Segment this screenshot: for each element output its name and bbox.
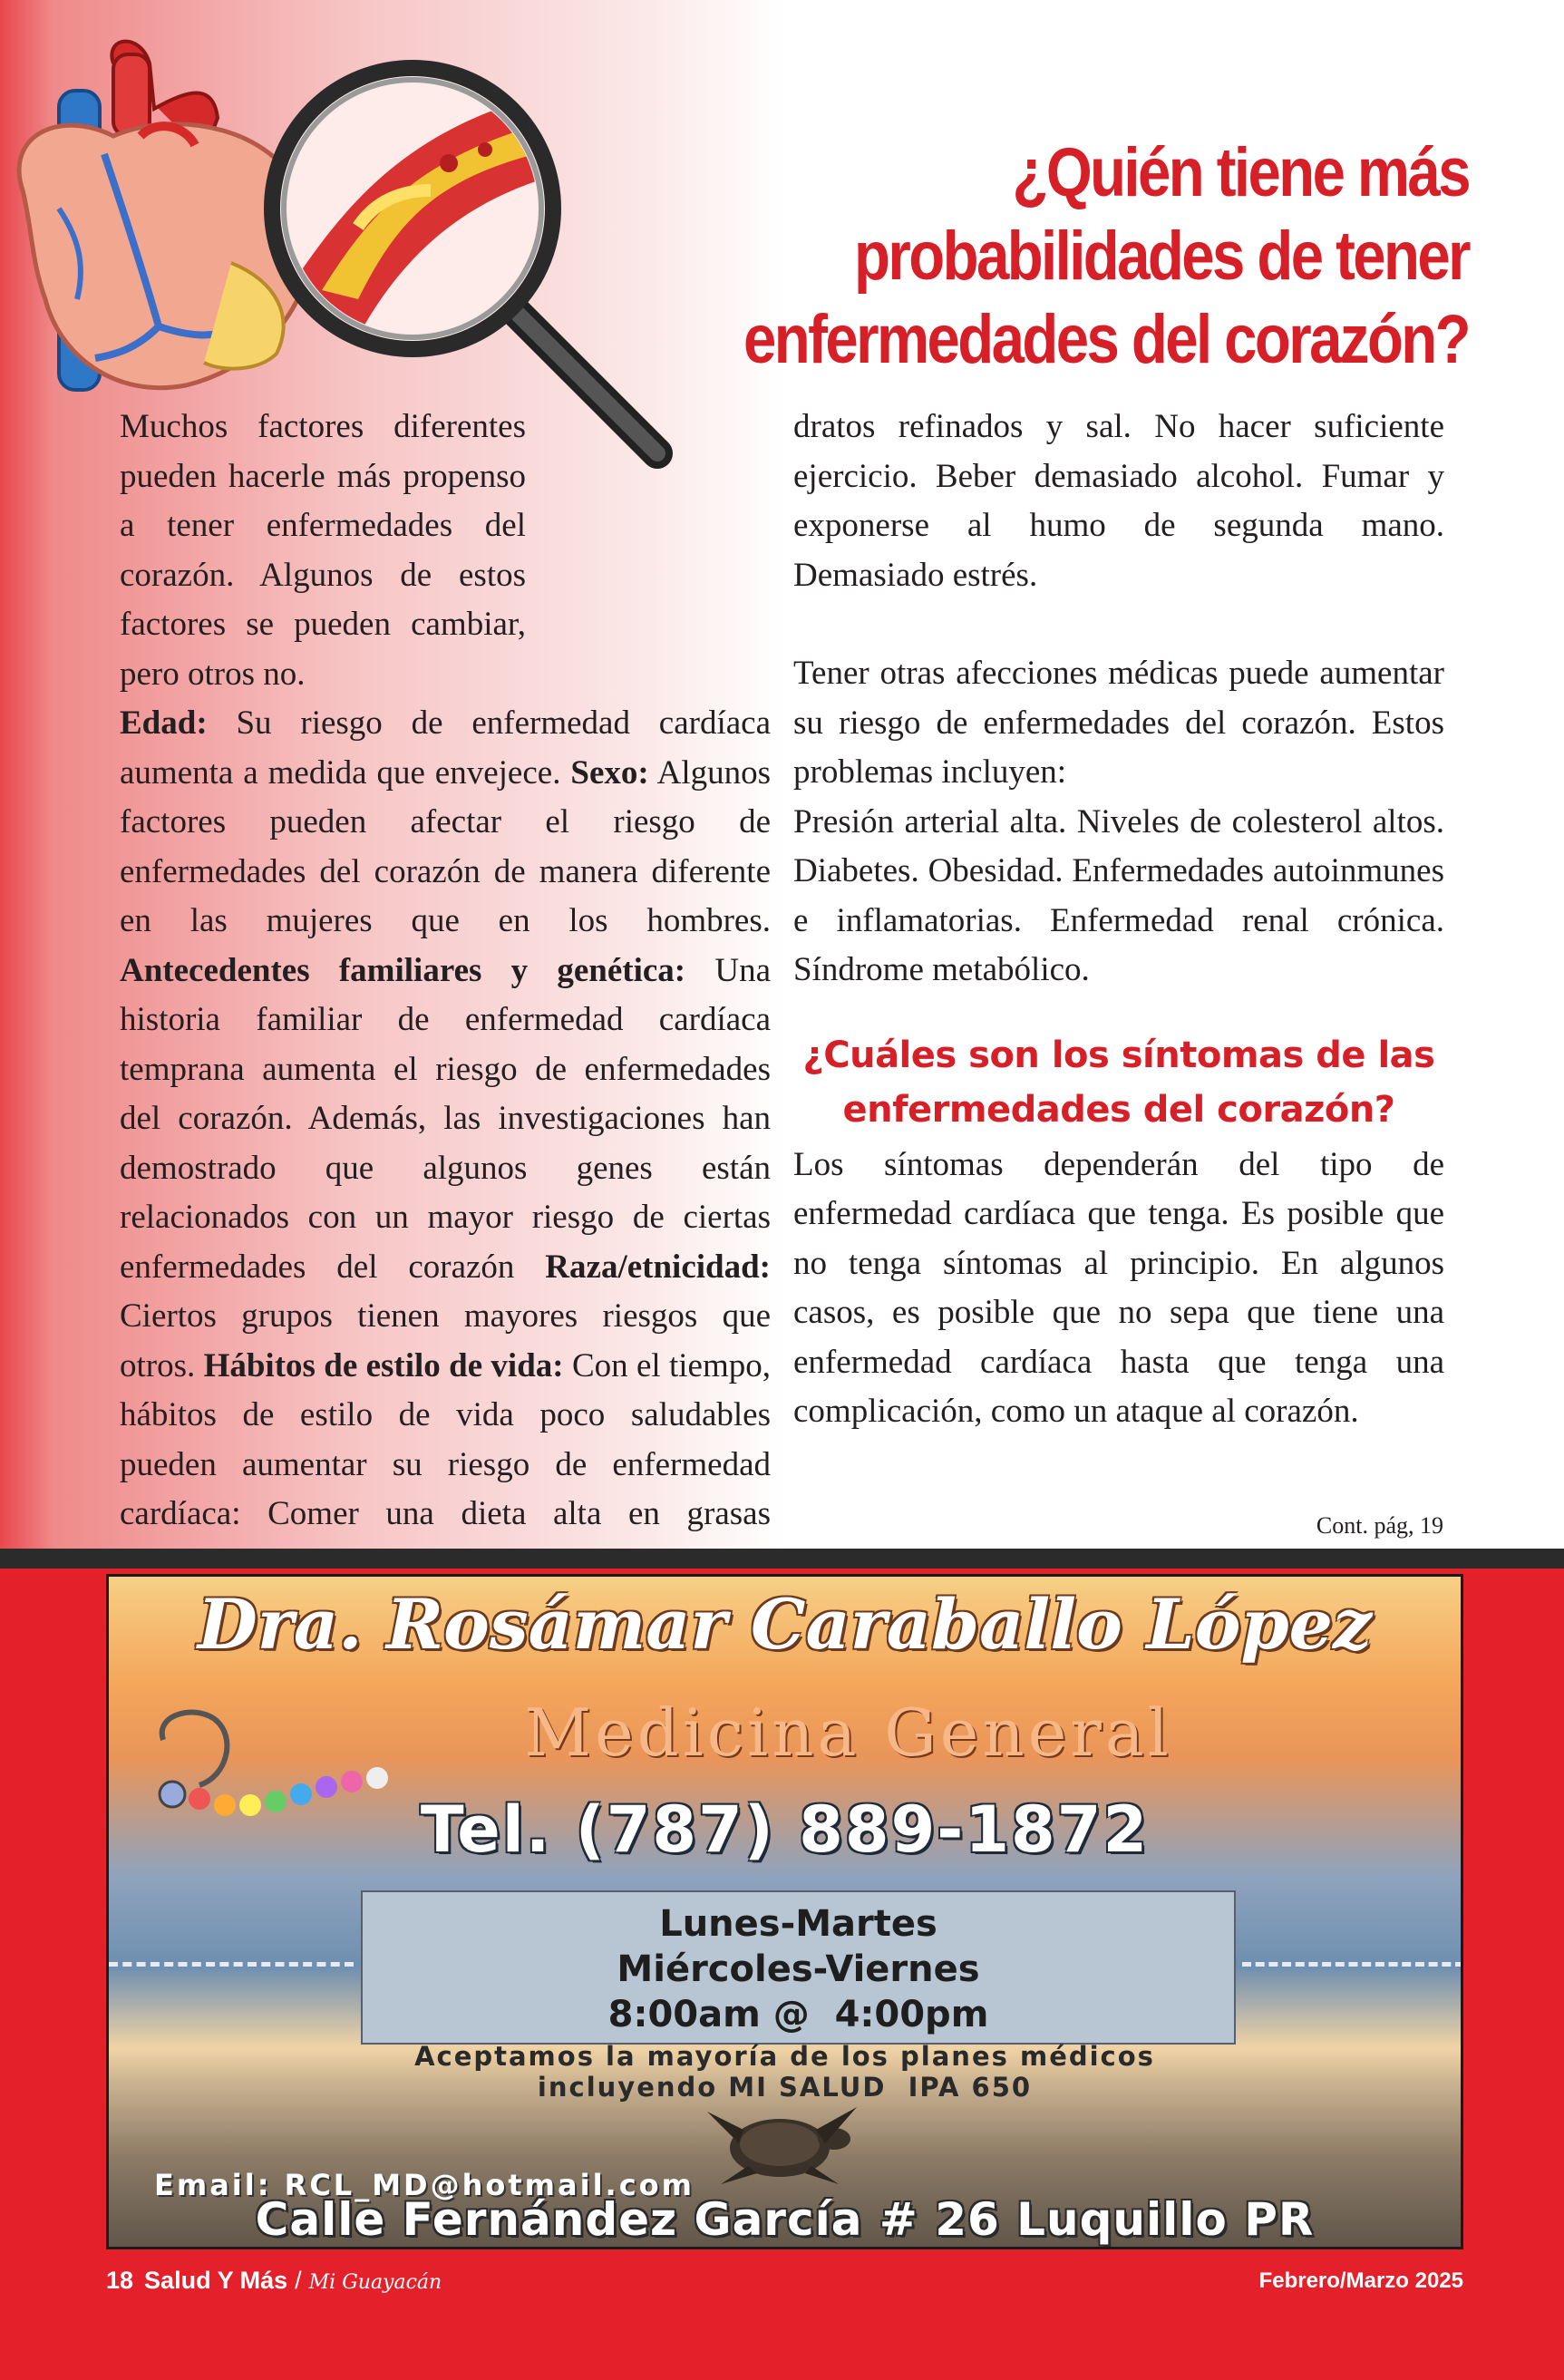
age-label: Edad: (120, 704, 208, 742)
ad-doctor-name: Dra. Rosámar Caraballo López (197, 1584, 1373, 1665)
plans-line-2: incluyendo MI SALUD IPA 650 (537, 2072, 1033, 2103)
headline-line-1: ¿Quién tiene más probabilidades de tener (854, 134, 1469, 295)
doctor-advertisement (106, 1574, 1463, 2249)
paragraph-gap (793, 600, 1444, 649)
article-column-right (793, 403, 1444, 1437)
issue-date: Febrero/Marzo 2025 (1258, 2268, 1463, 2293)
magazine-name: Salud Y Más (144, 2267, 288, 2294)
footer-publication (106, 2267, 442, 2295)
lifestyle-text: Con el tiempo, hábitos de estilo de vida poco saludables pueden aumentar su riesgo de enfermedad cardíaca: Comer una dieta alta en grasas (120, 1346, 771, 1532)
sex-label: Sexo: (570, 753, 649, 792)
continuation-paragraph: dratos refinados y sal. No hacer suficiente ejercicio. Beber demasiado alcohol. Fumar y exponerse al humo de segunda mano. Demasiado estrés. (793, 408, 1444, 594)
continued-page-note: Cont. pág, 19 (1316, 1512, 1443, 1539)
race-label: Raza/etnicidad: (545, 1248, 771, 1286)
horizon-line-left (109, 1962, 354, 1967)
hours-days-2: Miércoles-Viernes (617, 1948, 980, 1990)
footer-slash: / (295, 2267, 302, 2294)
ad-phone: Tel. (787) 889-1872 (420, 1792, 1150, 1867)
hours-days-1: Lunes-Martes (659, 1903, 937, 1945)
hours-time: 8:00am @ 4:00pm (607, 1994, 989, 2035)
section-separator (0, 1549, 1564, 1569)
turtle-icon (689, 2093, 870, 2193)
ad-specialty: Medicina General (524, 1695, 1172, 1771)
ad-email: Email: RCL_MD@hotmail.com (154, 2168, 695, 2202)
conditions-intro-paragraph: Tener otras afecciones médicas puede aumentar su riesgo de enfermedades del corazón. Estos problemas incluyen: (793, 655, 1444, 791)
risk-factors-paragraph (120, 699, 771, 1588)
supplement-name: Mi Guayacán (308, 2271, 442, 2294)
horizon-line-right (1242, 1962, 1463, 1967)
family-label: Antecedentes familiares y genética: (120, 951, 686, 989)
lifestyle-label: Hábitos de estilo de vida: (203, 1346, 564, 1384)
headline-line-2: enfermedades del corazón? (743, 301, 1469, 378)
age-text: Su riesgo de enfermedad cardíaca aumenta a medida que envejece. (120, 704, 771, 792)
office-hours-box (361, 1890, 1236, 2045)
sex-text: Algunos factores pueden afectar el riesgo de enfermedades del corazón de manera diferente en las mujeres que en los hombres. (120, 753, 772, 939)
symptoms-paragraph: Los síntomas dependerán del tipo de enfermedad cardíaca que tenga. Es posible que no tenga síntomas al principio. En algunos casos, es posible que no sepa que tiene una enfermedad cardíaca hasta que tenga una complicación, como un ataque al corazón. (793, 1145, 1444, 1430)
intro-paragraph: Muchos factores diferentes pueden hacerle más propenso a tener enfermedades del corazón. Algunos de estos factores se pueden cambiar, pero otros no. (120, 408, 526, 693)
page-number: 18 (106, 2267, 134, 2294)
plans-line-1: Aceptamos la mayoría de los planes médicos (414, 2041, 1155, 2072)
ad-address: Calle Fernández García # 26 Luquillo PR (255, 2193, 1315, 2246)
page-footer (106, 2267, 1463, 2303)
symptoms-subheading: ¿Cuáles son los síntomas de las enfermedades del corazón? (802, 1034, 1435, 1131)
article-column-left (120, 403, 771, 1588)
race-text: Ciertos grupos tienen mayores riesgos que otros. (120, 1297, 771, 1384)
article-headline (642, 131, 1469, 382)
conditions-list-paragraph: Presión arterial alta. Niveles de colesterol altos. Diabetes. Obesidad. Enfermedades autoinmunes e inflamatorias. Enfermedad renal crónica. Síndrome metabólico. (793, 802, 1444, 988)
family-text: Una historia familiar de enfermedad cardíaca temprana aumenta el riesgo de enfermedades del corazón. Además, las investigaciones han demostrado que algunos genes están relacionados con un mayor riesgo de ciertas enfermedades del corazón (120, 951, 771, 1286)
